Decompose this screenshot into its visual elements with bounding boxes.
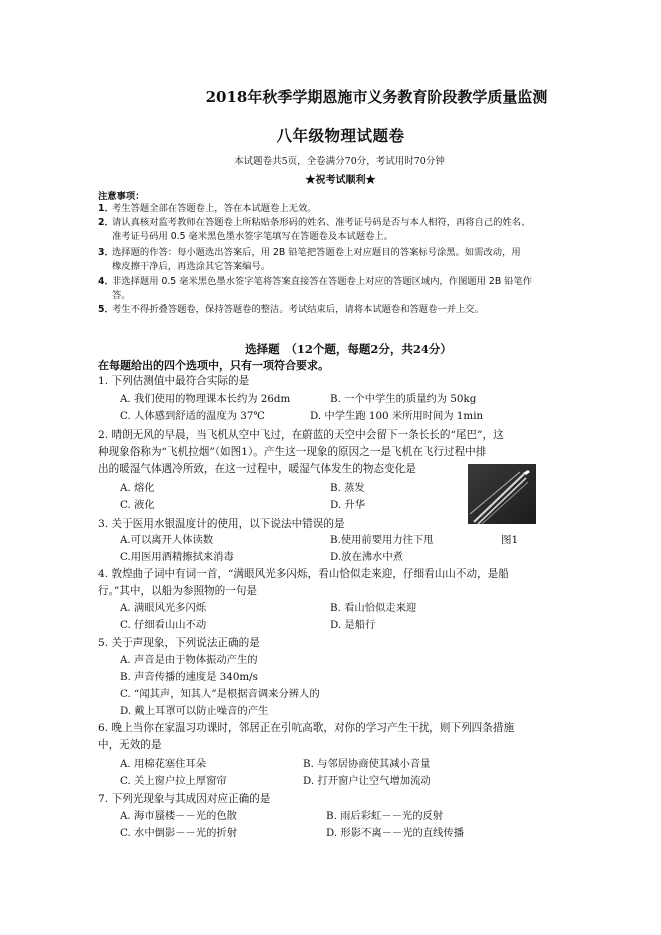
option-c: C. 关上窗户拉上厚窗帘 [120, 775, 227, 787]
option-b: B.使用前要用力往下甩 [330, 534, 434, 546]
notice-text: 橡皮擦干净后，再选涂其它答案编号。 [112, 261, 271, 272]
option-c: C. 人体感到舒适的温度为 37℃ [120, 410, 265, 422]
option-a: A. 熔化 [120, 482, 155, 494]
notice-text: 考生不得折叠答题卷，保持答题卷的整洁。考试结束后，请将本试题卷和答题卷一并上交。 [112, 304, 484, 315]
option-a: A. 声音是由于物体振动产生的 [120, 654, 258, 666]
notice-text: 准考证号码用 0.5 毫米黑色墨水签字笔填写在答题卷及本试题卷上。 [112, 231, 394, 242]
option-a: A. 用棉花塞住耳朵 [120, 758, 207, 770]
exam-info: 本试题卷共5页，全卷满分70分，考试用时70分钟 [234, 156, 445, 167]
option-c: C.用医用酒精擦拭来消毒 [120, 551, 234, 563]
figure-label: 图1 [501, 534, 519, 546]
option-a: A.可以离开人体读数 [120, 534, 214, 546]
notice-number: 5． [98, 304, 114, 315]
question-stem: 6. 晚上当你在家温习功课时，邻居正在引吭高歌，对你的学习产生干扰，则下列四条措施 [98, 722, 515, 734]
option-b: B. 一个中学生的质量约为 50kg [330, 393, 477, 405]
notice-heading: 注意事项： [98, 191, 145, 202]
option-d: D. 是船行 [330, 619, 376, 631]
option-a: A. 海市蜃楼－－光的色散 [120, 810, 237, 822]
question-stem: 5. 关于声现象，下列说法正确的是 [98, 637, 260, 649]
notice-number: 2． [98, 217, 114, 228]
notice-text: 选择题的作答：每小题选出答案后，用 2B 铅笔把答题卷上对应题目的答案标号涂黑。如需改动，用 [112, 247, 521, 258]
question-stem-cont: 中，无效的是 [98, 739, 162, 751]
option-a: A. 我们使用的物理课本长约为 26dm [120, 393, 291, 405]
question-stem: 4. 敦煌曲子词中有词一首，“满眼风光多闪烁，看山恰似走来迎，仔细看山山不动，是船 [98, 568, 509, 580]
question-stem: 7. 下列光现象与其成因对应正确的是 [98, 793, 271, 805]
notice-item-cont [98, 259, 598, 275]
question-stem: 1. 下列估测值中最符合实际的是 [98, 375, 250, 387]
option-c: C. 仔细看山山不动 [120, 619, 207, 631]
section-instruction: 在每题给出的四个选项中，只有一项符合要求。 [98, 359, 329, 372]
notice-text: 非选择题用 0.5 毫米黑色墨水签字笔将答案直接答在答题卷上对应的答题区域内，作图题用 2B 铅笔作 [112, 276, 533, 287]
option-c: C. 水中倒影－－光的折射 [120, 827, 238, 839]
notice-item-cont [98, 229, 598, 245]
option-b: B. 蒸发 [330, 482, 365, 494]
option-d: D. 中学生跑 100 米所用时间为 1min [310, 410, 484, 422]
notice-number: 4． [98, 276, 114, 287]
notice-text: 请认真核对监考教师在答题卷上所粘贴条形码的姓名、准考证号码是否与本人相符，再将自己的姓名、 [112, 217, 531, 228]
notice-number: 1． [98, 203, 114, 214]
option-c: C. 液化 [120, 499, 155, 511]
exam-subtitle: 八年级物理试题卷 [276, 126, 405, 145]
option-d: D. 戴上耳罩可以防止噪音的产生 [120, 705, 269, 717]
option-b: B. 雨后彩虹－－光的反射 [326, 810, 444, 822]
question-stem: 3. 关于医用水银温度计的使用，以下说法中错误的是 [98, 518, 345, 530]
contrail-photo [468, 464, 536, 524]
exam-title: 2018年秋季学期恩施市义务教育阶段教学质量监测 [205, 88, 548, 106]
notice-text: 答。 [112, 290, 131, 301]
option-a: A. 满眼风光多闪烁 [120, 602, 207, 614]
contrail-image [468, 464, 536, 524]
question-stem: 2. 晴朗无风的早晨，当飞机从空中飞过，在蔚蓝的天空中会留下一条长长的“尾巴”，这 [98, 429, 504, 441]
option-d: D. 形影不离－－光的直线传播 [326, 827, 464, 839]
section-header: 选择题 （12个题，每题2分，共24分） [245, 342, 452, 356]
option-b: B. 与邻居协商使其减小音量 [303, 758, 431, 770]
good-luck-banner: ★祝考试顺利★ [305, 175, 376, 186]
question-stem-cont: 种现象俗称为“飞机拉烟”（如图1）。产生这一现象的原因之一是飞机在飞行过程中排 [98, 446, 487, 458]
option-b: B. 声音传播的速度是 340m/s [120, 671, 258, 683]
option-d: D.放在沸水中煮 [330, 551, 403, 563]
option-d: D. 升华 [330, 499, 366, 511]
option-c: C. “闻其声，知其人”是根据音调来分辨人的 [120, 688, 320, 700]
question-stem-cont: 出的暖湿气体遇冷所致，在这一过程中，暖湿气体发生的物态变化是 [98, 463, 416, 475]
option-d: D. 打开窗户让空气增加流动 [303, 775, 431, 787]
notice-number: 3． [98, 247, 114, 258]
option-b: B. 看山恰似走来迎 [330, 602, 417, 614]
notice-item [98, 302, 598, 318]
question-stem-cont: 行。”其中，以船为参照物的一句是 [98, 585, 258, 597]
notice-text: 考生答题全部在答题卷上，答在本试题卷上无效。 [112, 203, 317, 214]
